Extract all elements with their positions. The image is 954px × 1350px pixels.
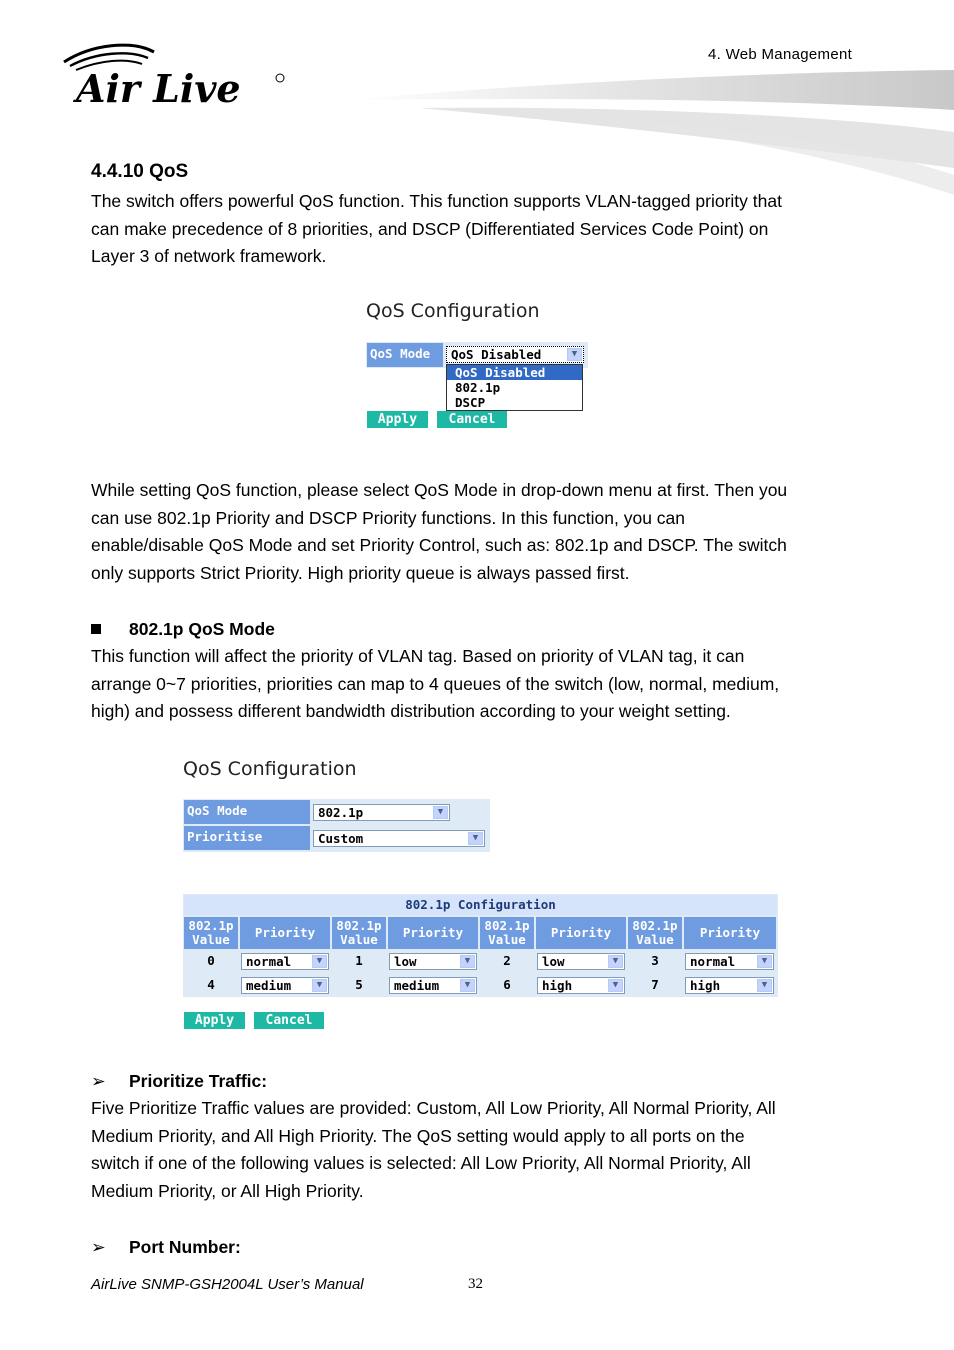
cancel-button[interactable]: Cancel [254, 1012, 324, 1029]
bullet-title: Port Number: [129, 1237, 241, 1257]
bullet-prioritize-text [91, 1095, 881, 1205]
chevron-down-icon: ▼ [312, 979, 327, 992]
option-qos-disabled[interactable]: QoS Disabled [447, 365, 582, 380]
text-line: can make precedence of 8 priorities, and DSCP (Differentiated Services Code Point) on [91, 218, 769, 239]
bullet-prioritize-heading [91, 1071, 267, 1092]
priority-select[interactable] [685, 977, 774, 994]
chevron-down-icon: ▼ [608, 955, 623, 968]
square-bullet-icon [91, 624, 101, 634]
priority-select[interactable] [389, 953, 477, 970]
priority-value: medium [246, 978, 292, 993]
arrow-bullet-icon: ➢ [91, 1071, 106, 1091]
option-dscp[interactable]: DSCP [455, 395, 486, 410]
text-line: Medium Priority, or All High Priority. [91, 1180, 364, 1201]
priority-value: medium [394, 978, 440, 993]
priority-value: normal [246, 954, 292, 969]
bullet-title: 802.1p QoS Mode [129, 619, 275, 639]
priority-value-cell: 7 [628, 974, 682, 996]
bullet-title: Prioritize Traffic: [129, 1071, 268, 1091]
table-title: 802.1p Configuration [184, 895, 777, 915]
priority-select[interactable] [389, 977, 477, 994]
prioritise-traffic-value: Custom [318, 831, 364, 846]
cancel-button[interactable]: Cancel [437, 411, 507, 428]
priority-value-cell: 3 [628, 950, 682, 972]
text-line: arrange 0~7 priorities, priorities can map to 4 queues of the switch (low, normal, medium, [91, 673, 780, 694]
priority-value-cell: 4 [184, 974, 238, 996]
text-line: enable/disable QoS Mode and set Priority Control, such as: 802.1p and DSCP. The switch [91, 535, 787, 556]
qos-mode-value: 802.1p [318, 805, 364, 820]
text-line: This function will affect the priority of VLAN tag. Based on priority of VLAN tag, it can [91, 646, 745, 666]
priority-value-cell: 0 [184, 950, 238, 972]
qos-mode-select[interactable] [313, 804, 450, 821]
text-line: switch if one of the following values is selected: All Low Priority, All Normal Priority, All [91, 1153, 751, 1174]
priority-select[interactable] [685, 953, 774, 970]
chevron-down-icon: ▼ [460, 955, 475, 968]
priority-value: high [542, 978, 573, 993]
priority-select[interactable] [241, 953, 329, 970]
section-title: 4.4.10 QoS [91, 161, 189, 182]
config-title: QoS Configuration [183, 758, 357, 780]
text-line: high) and possess different bandwidth distribution according to your weight setting. [91, 701, 731, 722]
col-header-priority: Priority [240, 917, 330, 949]
col-header-value: 802.1p Value [480, 917, 534, 949]
priority-select[interactable] [537, 977, 625, 994]
apply-button[interactable]: Apply [367, 411, 428, 428]
qos-mode-value: QoS Disabled [451, 347, 542, 362]
config-title: QoS Configuration [366, 300, 540, 322]
arrow-bullet-icon: ➢ [91, 1237, 106, 1257]
bullet-port-heading [91, 1237, 241, 1258]
text-line: only supports Strict Priority. High priority queue is always passed first. [91, 562, 630, 583]
chevron-down-icon: ▼ [468, 832, 483, 845]
option-8021p[interactable]: 802.1p [455, 380, 501, 395]
col-header-value: 802.1p Value [628, 917, 682, 949]
text-line: Five Prioritize Traffic values are provided: Custom, All Low Priority, All Normal Priority, All [91, 1098, 776, 1118]
priority-value: normal [690, 954, 736, 969]
priority-select[interactable] [537, 953, 625, 970]
bullet-8021p-text [91, 643, 881, 726]
priority-value: low [394, 954, 417, 969]
col-header-priority: Priority [684, 917, 776, 949]
section-reference: 4. Web Management [708, 46, 853, 63]
prioritise-traffic-label: Prioritise Traffic [184, 826, 310, 850]
col-header-priority: Priority [536, 917, 626, 949]
priority-value-cell: 1 [332, 950, 386, 972]
chevron-down-icon: ▼ [757, 979, 772, 992]
mode-description [91, 477, 881, 587]
priority-value: high [690, 978, 721, 993]
apply-button[interactable]: Apply [184, 1012, 245, 1029]
prioritise-traffic-select[interactable] [313, 830, 485, 847]
priority-select[interactable] [241, 977, 329, 994]
chevron-down-icon: ▼ [757, 955, 772, 968]
col-header-priority: Priority [388, 917, 478, 949]
qos-mode-select[interactable] [446, 346, 584, 363]
text-line: Layer 3 of network framework. [91, 246, 327, 267]
chevron-down-icon: ▼ [433, 806, 448, 819]
text-line: Medium Priority, and All High Priority. The QoS setting would apply to all ports on the [91, 1125, 745, 1146]
priority-value-cell: 2 [480, 950, 534, 972]
text-line: While setting QoS function, please select QoS Mode in drop-down menu at first. Then you [91, 480, 788, 500]
airlive-logo [62, 42, 292, 108]
col-header-value: 802.1p Value [184, 917, 238, 949]
qos-mode-label: QoS Mode [367, 343, 443, 367]
qos-mode-options [446, 364, 583, 411]
chevron-down-icon: ▼ [312, 955, 327, 968]
bullet-8021p-heading [91, 619, 275, 640]
qos-mode-label: QoS Mode [184, 800, 310, 824]
priority-value-cell: 5 [332, 974, 386, 996]
text-line: can use 802.1p Priority and DSCP Priority functions. In this function, you can [91, 507, 686, 528]
priority-value-cell: 6 [480, 974, 534, 996]
footer-manual-title: AirLive SNMP-GSH2004L User’s Manual [91, 1276, 364, 1293]
col-header-value: 802.1p Value [332, 917, 386, 949]
intro-paragraph [91, 188, 881, 271]
priority-value: low [542, 954, 565, 969]
page-number: 32 [468, 1276, 483, 1292]
chevron-down-icon: ▼ [460, 979, 475, 992]
chevron-down-icon: ▼ [608, 979, 623, 992]
text-line: The switch offers powerful QoS function. This function supports VLAN-tagged priority that [91, 191, 782, 211]
logo-text: Air Live [76, 66, 241, 108]
chevron-down-icon: ▼ [567, 348, 582, 361]
